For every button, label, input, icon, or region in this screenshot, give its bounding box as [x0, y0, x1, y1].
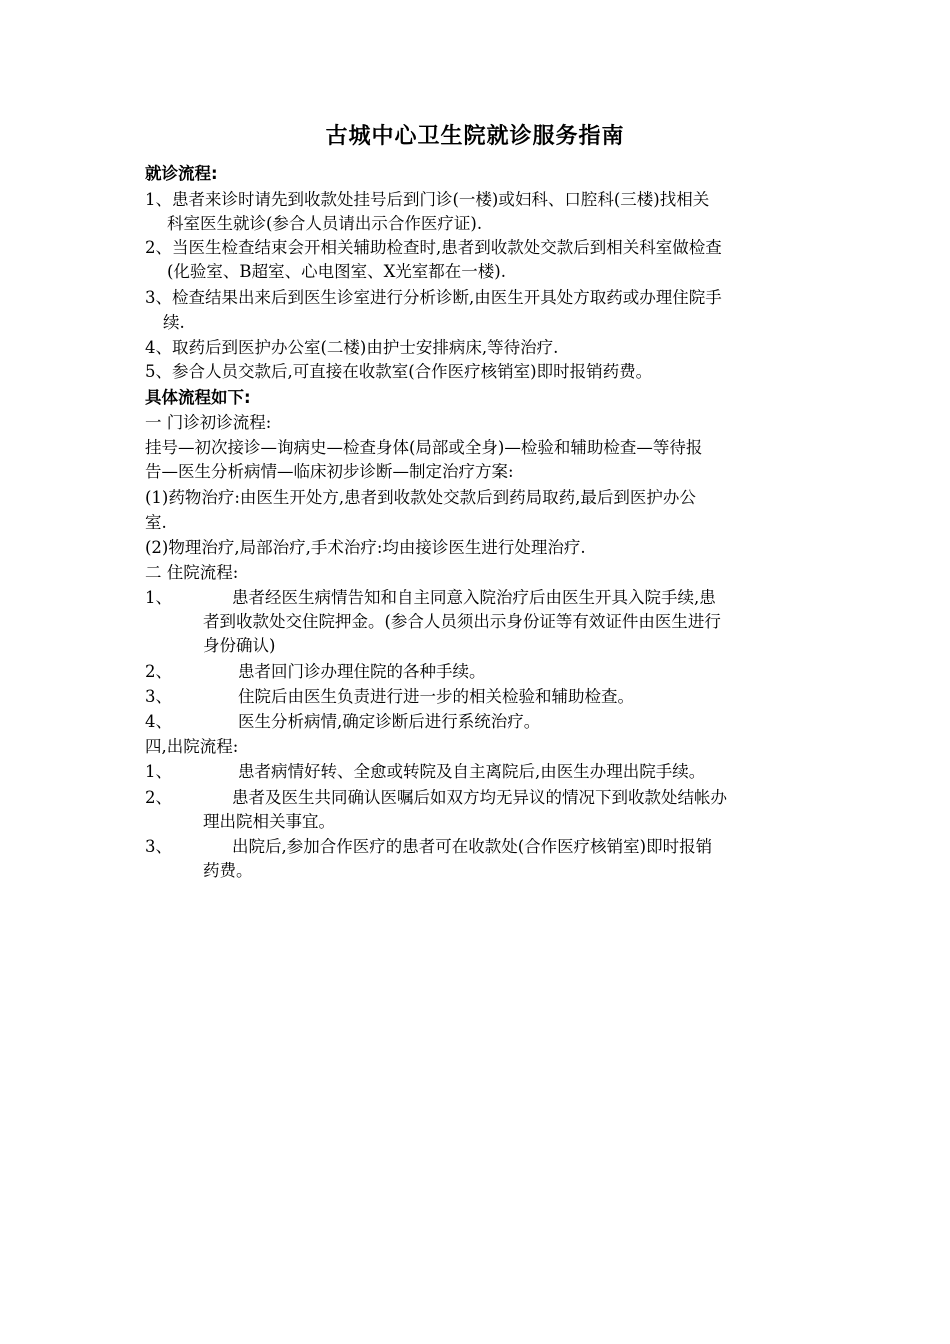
inpatient-step-2: 患者回门诊办理住院的各种手续。: [238, 662, 486, 681]
outpatient-flow-line-1: 挂号—初次接诊—询病史—检查身体(局部或全身)—检验和辅助检查—等待报: [145, 438, 703, 457]
process-step-1: 1、患者来诊时请先到收款处挂号后到门诊(一楼)或妇科、口腔科(三楼)找相关: [145, 190, 710, 209]
outpatient-option-2: (2)物理治疗,局部治疗,手术治疗:均由接诊医生进行处理治疗.: [145, 538, 586, 557]
subsection-heading-discharge: 四,出院流程:: [145, 737, 239, 756]
section-heading-detailed-process: 具体流程如下:: [145, 388, 251, 407]
discharge-step-number: 3、: [145, 837, 172, 856]
inpatient-step-1-continued: 身份确认): [203, 636, 276, 655]
inpatient-step-number: 4、: [145, 712, 172, 731]
process-step-4: 4、取药后到医护办公室(二楼)由护士安排病床,等待治疗.: [145, 338, 559, 357]
discharge-step-number: 1、: [145, 762, 172, 781]
document-title: 古城中心卫生院就诊服务指南: [325, 124, 625, 149]
inpatient-step-1-continued: 者到收款处交住院押金。(参合人员须出示身份证等有效证件由医生进行: [203, 612, 721, 631]
discharge-step-1: 患者病情好转、全愈或转院及自主离院后,由医生办理出院手续。: [238, 762, 706, 781]
inpatient-step-number: 1、: [145, 588, 172, 607]
discharge-step-number: 2、: [145, 788, 172, 807]
discharge-step-2-continued: 理出院相关事宜。: [203, 812, 335, 831]
subsection-heading-inpatient: 二 住院流程:: [145, 563, 239, 582]
process-step-2: 2、当医生检查结束会开相关辅助检查时,患者到收款处交款后到相关科室做检查: [145, 238, 722, 257]
process-step-2-continued: (化验室、B超室、心电图室、X光室都在一楼).: [167, 262, 506, 281]
inpatient-step-3: 住院后由医生负责进行进一步的相关检验和辅助检查。: [238, 687, 634, 706]
section-heading-visit-process: 就诊流程:: [145, 164, 218, 183]
process-step-3-continued: 续.: [163, 313, 185, 332]
outpatient-flow-line-2: 告—医生分析病情—临床初步诊断—制定治疗方案:: [145, 462, 514, 481]
discharge-step-3-continued: 药费。: [203, 861, 253, 880]
process-step-5: 5、参合人员交款后,可直接在收款室(合作医疗核销室)即时报销药费。: [145, 362, 653, 381]
discharge-step-2: 患者及医生共同确认医嘱后如双方均无异议的情况下到收款处结帐办: [232, 788, 727, 807]
inpatient-step-1: 患者经医生病情告知和自主同意入院治疗后由医生开具入院手续,患: [232, 588, 716, 607]
inpatient-step-number: 2、: [145, 662, 172, 681]
discharge-step-3: 出院后,参加合作医疗的患者可在收款处(合作医疗核销室)即时报销: [232, 837, 713, 856]
outpatient-option-1: (1)药物治疗:由医生开处方,患者到收款处交款后到药局取药,最后到医护办公: [145, 488, 696, 507]
inpatient-step-4: 医生分析病情,确定诊断后进行系统治疗。: [238, 712, 541, 731]
inpatient-step-number: 3、: [145, 687, 172, 706]
process-step-3: 3、检查结果出来后到医生诊室进行分析诊断,由医生开具处方取药或办理住院手: [145, 288, 722, 307]
process-step-1-continued: 科室医生就诊(参合人员请出示合作医疗证).: [167, 214, 483, 233]
subsection-heading-outpatient: 一 门诊初诊流程:: [145, 413, 272, 432]
outpatient-option-1-continued: 室.: [145, 513, 167, 532]
